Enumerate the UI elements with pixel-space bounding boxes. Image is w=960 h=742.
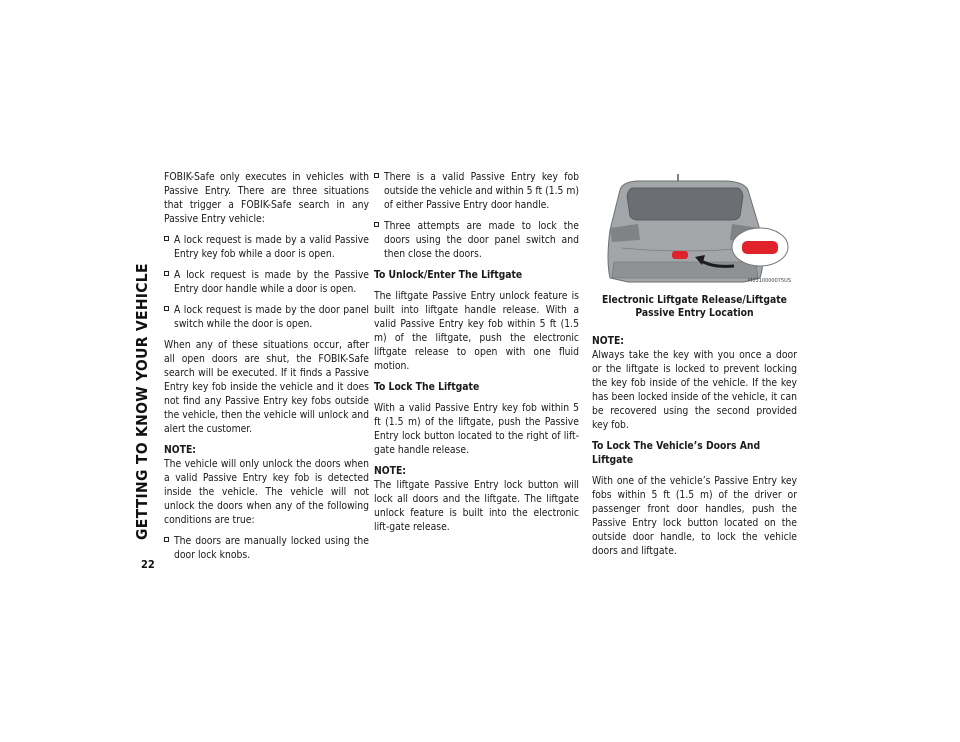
note-text: The liftgate Passive Entry lock button will lock all doors and the liftgate. The liftgate unlock feature is built into the electronic lift-gate release.	[374, 479, 579, 533]
page-number: 22	[141, 558, 155, 571]
list-item: A lock request is made by the door panel switch while the door is open.	[164, 303, 369, 331]
figure-code: M0310000075US	[748, 278, 791, 284]
lock-doors-heading: To Lock The Vehicle’s Doors And Liftgate	[592, 440, 761, 466]
section-side-tab	[130, 170, 156, 550]
trigger-list	[164, 233, 369, 331]
column-2	[374, 170, 579, 541]
vehicle-rear-illustration	[592, 170, 797, 290]
square-bullet-icon	[374, 222, 379, 227]
section-title: GETTING TO KNOW YOUR VEHICLE	[133, 263, 151, 540]
list-item: A lock request is made by the Passive Entry door handle while a door is open.	[164, 268, 369, 296]
unlock-liftgate-paragraph: The liftgate Passive Entry unlock feature is built into liftgate handle release. With a valid Passive Entry key fob within 5 ft (1.5 m) of the liftgate, push the electronic liftgate release to open with one fluid motion.	[374, 290, 579, 372]
lock-liftgate-paragraph: With a valid Passive Entry key fob within 5 ft (1.5 m) of the liftgate, push the Passive Entry lock button located to the right of lift-gate handle release.	[374, 402, 579, 456]
conditions-list	[164, 534, 369, 562]
square-bullet-icon	[164, 306, 169, 311]
list-item: Three attempts are made to lock the doors using the door panel switch and then close the doors.	[374, 219, 579, 261]
square-bullet-icon	[164, 236, 169, 241]
square-bullet-icon	[164, 271, 169, 276]
list-item: A lock request is made by a valid Passive Entry key fob while a door is open.	[164, 233, 369, 261]
column-1	[164, 170, 369, 569]
square-bullet-icon	[374, 173, 379, 178]
note-label: NOTE:	[592, 335, 624, 347]
unlock-liftgate-heading: To Unlock/Enter The Liftgate	[374, 269, 523, 281]
intro-paragraph: FOBIK-Safe only executes in vehicles with Passive Entry. There are three situations that trigger a FOBIK-Safe search in any Passive Entry vehicle:	[164, 171, 369, 225]
note-text: Always take the key with you once a door or the liftgate is locked to prevent locking the key fob inside of the vehicle. If the key has been locked inside of the vehicle, it can be recovered using the second provided key fob.	[592, 349, 797, 431]
column-3	[592, 170, 797, 565]
conditions-list-continued	[374, 170, 579, 261]
note-label: NOTE:	[374, 465, 406, 477]
search-paragraph: When any of these situations occur, after all open doors are shut, the FOBIK-Safe search will be executed. If it finds a Passive Entry key fob inside the vehicle and it does not find any Passive Entry key fobs outside the vehicle, then the vehicle will unlock and alert the customer.	[164, 339, 369, 435]
list-item: The doors are manually locked using the door lock knobs.	[164, 534, 369, 562]
square-bullet-icon	[164, 537, 169, 542]
list-item: There is a valid Passive Entry key fob outside the vehicle and within 5 ft (1.5 m) of either Passive Entry door handle.	[374, 170, 579, 212]
note-text: The vehicle will only unlock the doors when a valid Passive Entry key fob is detected inside the vehicle. The vehicle will not unlock the doors when any of the following conditions are true:	[164, 458, 369, 526]
lock-doors-paragraph: With one of the vehicle’s Passive Entry key fobs within 5 ft (1.5 m) of the driver or passenger front door handles, push the Passive Entry lock button located on the outside door handle, to lock the vehicle doors and liftgate.	[592, 475, 797, 557]
liftgate-figure	[592, 170, 797, 290]
figure-caption: Electronic Liftgate Release/Liftgate Passive Entry Location	[602, 294, 787, 319]
lock-liftgate-heading: To Lock The Liftgate	[374, 381, 480, 393]
note-label: NOTE:	[164, 444, 196, 456]
